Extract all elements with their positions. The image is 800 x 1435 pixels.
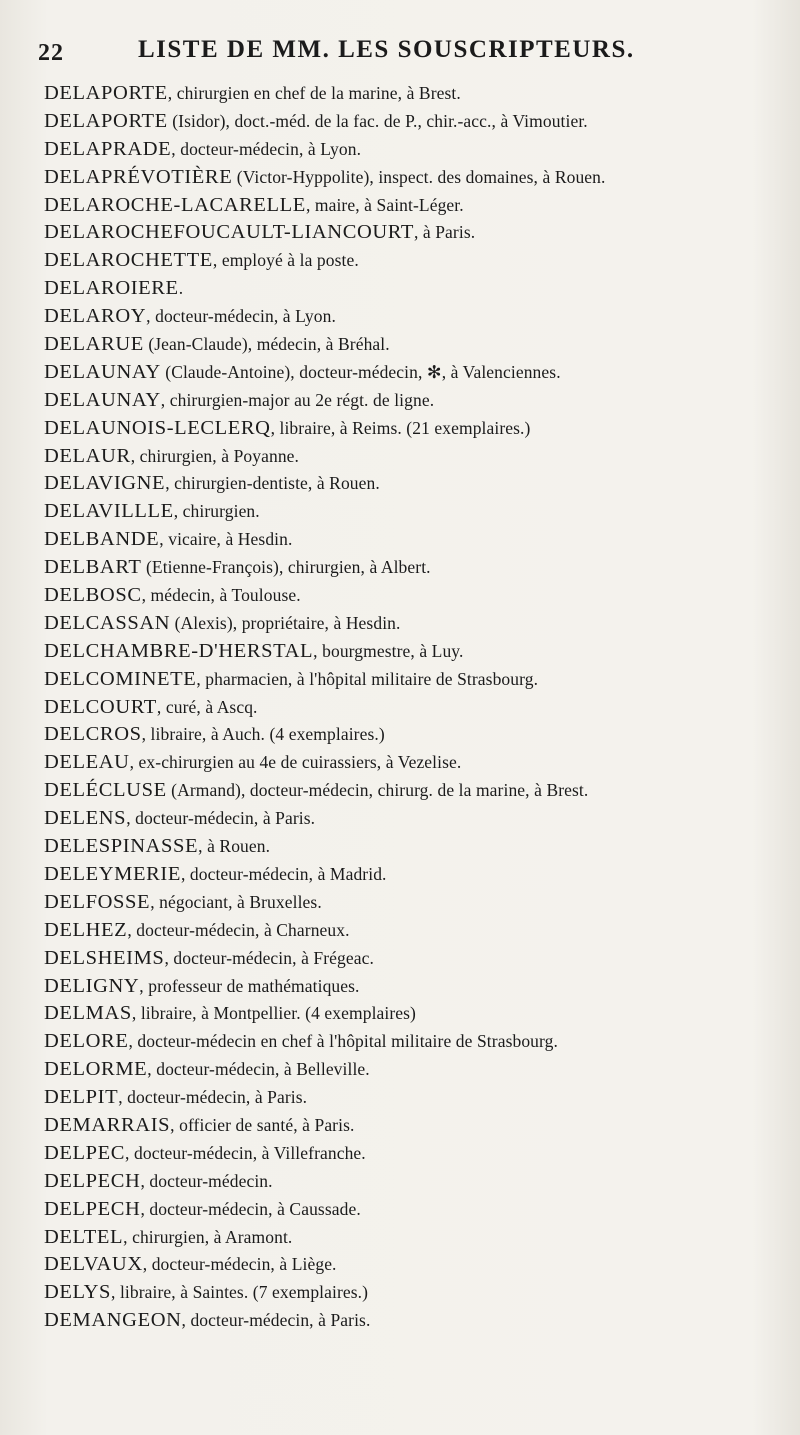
subscriber-detail: , maire, à Saint-Léger. — [305, 194, 464, 215]
list-item — [44, 694, 784, 722]
subscriber-detail: , à Rouen. — [198, 836, 271, 857]
subscriber-name: DELESPINASSE — [44, 835, 199, 858]
list-item — [44, 610, 784, 638]
list-item — [44, 554, 784, 582]
subscriber-detail: , curé, à Ascq. — [156, 696, 258, 717]
subscriber-detail: , docteur-médecin. — [140, 1170, 273, 1191]
subscriber-detail: (Isidor), doct.-méd. de la fac. de P., chir.-acc., à Vimoutier. — [167, 110, 588, 131]
subscriber-detail: , chirurgien-dentiste, à Rouen. — [165, 473, 380, 494]
subscriber-detail: , docteur-médecin, à Caussade. — [140, 1198, 361, 1219]
subscriber-name: DELAPRADE — [44, 137, 172, 160]
subscriber-detail: (Victor-Hyppolite), inspect. des domaines, à Rouen. — [232, 166, 606, 187]
subscriber-name: DELAPORTE — [44, 109, 168, 132]
subscriber-detail: , docteur-médecin, à Lyon. — [146, 306, 336, 327]
list-item — [44, 805, 784, 833]
subscriber-name: DELAUNAY — [44, 388, 161, 411]
subscriber-detail: (Jean-Claude), médecin, à Bréhal. — [143, 334, 390, 355]
subscriber-name: DELPECH — [44, 1197, 141, 1220]
subscriber-name: DELENS — [44, 807, 127, 830]
list-item — [44, 1000, 784, 1028]
list-item — [44, 638, 784, 666]
subscriber-name: DELPIT — [44, 1086, 119, 1109]
subscriber-detail: , docteur-médecin, à Liège. — [142, 1254, 337, 1275]
subscriber-name: DELAROCHEFOUCAULT-LIANCOURT — [44, 221, 414, 244]
subscriber-name: DEMANGEON — [44, 1309, 182, 1332]
subscriber-name: DELAROY — [44, 305, 147, 328]
list-item — [44, 861, 784, 889]
subscriber-detail: , docteur-médecin, à Lyon. — [171, 138, 362, 159]
subscriber-detail: , docteur-médecin, à Madrid. — [180, 863, 387, 884]
subscriber-detail: , docteur-médecin, à Charneux. — [127, 919, 350, 940]
subscriber-name: DELCROS — [44, 723, 142, 746]
subscriber-detail: , professeur de mathématiques. — [139, 975, 360, 996]
subscriber-name: DELEYMERIE — [44, 862, 181, 885]
subscriber-name: DELYS — [44, 1281, 112, 1304]
subscriber-name: DELAVILLLE — [44, 500, 174, 523]
list-item — [44, 192, 784, 220]
subscriber-detail: , chirurgien. — [173, 501, 260, 522]
subscriber-detail: , chirurgien, à Aramont. — [123, 1226, 293, 1247]
subscriber-name: DELCOURT — [44, 695, 157, 718]
subscriber-name: DELAROCHE-LACARELLE — [44, 193, 306, 216]
subscriber-name: DELARUE — [44, 333, 144, 356]
list-item — [44, 1279, 784, 1307]
subscriber-name: DELCOMINETE — [44, 667, 197, 690]
subscriber-name: DELAVIGNE — [44, 472, 166, 495]
subscriber-detail: , officier de santé, à Paris. — [170, 1114, 355, 1135]
subscriber-detail: , docteur-médecin, à Paris. — [118, 1087, 308, 1108]
subscriber-detail: , chirurgien, à Poyanne. — [130, 445, 300, 466]
list-item — [44, 80, 784, 108]
running-title: LISTE DE MM. LES SOUSCRIPTEURS. — [138, 36, 635, 63]
list-item — [44, 136, 784, 164]
subscriber-name: DELTEL — [44, 1225, 124, 1248]
subscriber-detail: , libraire, à Saintes. (7 exemplaires.) — [111, 1282, 369, 1303]
subscriber-detail: , ex-chirurgien au 4e de cuirassiers, à Vezelise. — [129, 752, 462, 773]
list-item — [44, 108, 784, 136]
subscriber-name: DELSHEIMS — [44, 946, 165, 969]
subscriber-name: DELAUNOIS-LECLERQ — [44, 416, 271, 439]
list-item — [44, 387, 784, 415]
list-item — [44, 1307, 784, 1335]
subscriber-name: DELAPRÉVOTIÈRE — [44, 165, 233, 188]
subscriber-detail: , pharmacien, à l'hôpital militaire de Strasbourg. — [196, 668, 539, 689]
list-item — [44, 1028, 784, 1056]
list-item — [44, 1196, 784, 1224]
subscriber-detail: (Claude-Antoine), docteur-médecin, ✻, à Valenciennes. — [160, 361, 561, 382]
subscriber-detail: . — [178, 278, 184, 299]
subscriber-detail: , bourgmestre, à Luy. — [313, 640, 464, 661]
subscriber-detail: , chirurgien en chef de la marine, à Brest. — [167, 83, 461, 103]
subscriber-name: DELBOSC — [44, 584, 142, 607]
subscriber-detail: , libraire, à Montpellier. (4 exemplaires) — [131, 1003, 416, 1024]
list-item — [44, 359, 784, 387]
subscriber-name: DELAPORTE — [44, 82, 168, 104]
subscriber-name: DEMARRAIS — [44, 1113, 171, 1136]
subscriber-name: DELAROIERE — [44, 277, 179, 300]
subscriber-detail: , vicaire, à Hesdin. — [159, 529, 293, 550]
list-item — [44, 945, 784, 973]
list-item — [44, 1084, 784, 1112]
subscriber-name: DELPECH — [44, 1169, 141, 1192]
subscriber-name: DELORME — [44, 1058, 148, 1081]
list-item — [44, 777, 784, 805]
subscriber-name: DELAUR — [44, 444, 131, 467]
list-item — [44, 1224, 784, 1252]
subscriber-name: DELEAU — [44, 751, 130, 774]
subscriber-detail: , docteur-médecin, à Paris. — [181, 1310, 371, 1331]
subscriber-name: DELÉCLUSE — [44, 779, 167, 802]
subscriber-detail: , négociant, à Bruxelles. — [150, 891, 322, 912]
subscriber-detail: , docteur-médecin, à Belleville. — [147, 1059, 370, 1080]
subscriber-detail: (Etienne-François), chirurgien, à Albert. — [141, 557, 431, 578]
list-item — [44, 1251, 784, 1279]
subscriber-detail: , à Paris. — [413, 222, 476, 243]
list-item — [44, 331, 784, 359]
subscriber-detail: (Armand), docteur-médecin, chirurg. de la marine, à Brest. — [166, 780, 589, 801]
subscriber-name: DELIGNY — [44, 974, 140, 997]
list-item — [44, 749, 784, 777]
subscriber-detail: , docteur-médecin, à Villefranche. — [125, 1142, 366, 1163]
subscriber-name: DELBANDE — [44, 528, 160, 551]
list-item — [44, 498, 784, 526]
subscriber-name: DELHEZ — [44, 918, 128, 941]
subscriber-detail: , libraire, à Auch. (4 exemplaires.) — [141, 724, 385, 745]
subscriber-detail: (Alexis), propriétaire, à Hesdin. — [170, 612, 401, 633]
list-item — [44, 164, 784, 192]
list-item — [44, 526, 784, 554]
subscriber-detail: , médecin, à Toulouse. — [141, 585, 301, 606]
subscriber-name: DELFOSSE — [44, 890, 151, 913]
subscriber-name: DELCHAMBRE-D'HERSTAL — [44, 639, 314, 662]
list-item — [44, 303, 784, 331]
list-item — [44, 833, 784, 861]
list-item — [44, 666, 784, 694]
subscriber-name: DELORE — [44, 1030, 129, 1053]
subscriber-name: DELPEC — [44, 1141, 126, 1164]
list-item — [44, 1140, 784, 1168]
page-header — [38, 36, 768, 76]
subscriber-detail: , docteur-médecin, à Paris. — [126, 808, 316, 829]
list-item — [44, 721, 784, 749]
list-item — [44, 470, 784, 498]
subscriber-detail: , docteur-médecin, à Frégeac. — [164, 947, 374, 968]
list-item — [44, 1112, 784, 1140]
list-item — [44, 219, 784, 247]
list-item — [44, 275, 784, 303]
list-item — [44, 582, 784, 610]
list-item — [44, 443, 784, 471]
subscriber-detail: , employé à la poste. — [212, 250, 359, 271]
list-item — [44, 1168, 784, 1196]
list-item — [44, 1056, 784, 1084]
list-item — [44, 917, 784, 945]
subscriber-name: DELVAUX — [44, 1253, 143, 1276]
list-item — [44, 247, 784, 275]
subscriber-name: DELMAS — [44, 1002, 132, 1025]
subscriber-list — [44, 80, 784, 1335]
list-item — [44, 415, 784, 443]
subscriber-name: DELBART — [44, 556, 142, 579]
subscriber-name: DELAUNAY — [44, 360, 161, 383]
list-item — [44, 889, 784, 917]
subscriber-detail: , libraire, à Reims. (21 exemplaires.) — [270, 417, 531, 438]
page-number: 22 — [38, 40, 64, 66]
list-item — [44, 973, 784, 1001]
subscriber-name: DELCASSAN — [44, 611, 171, 634]
subscriber-detail: , chirurgien-major au 2e régt. de ligne. — [160, 389, 435, 410]
subscriber-name: DELAROCHETTE — [44, 249, 213, 272]
subscriber-detail: , docteur-médecin en chef à l'hôpital militaire de Strasbourg. — [128, 1031, 558, 1052]
